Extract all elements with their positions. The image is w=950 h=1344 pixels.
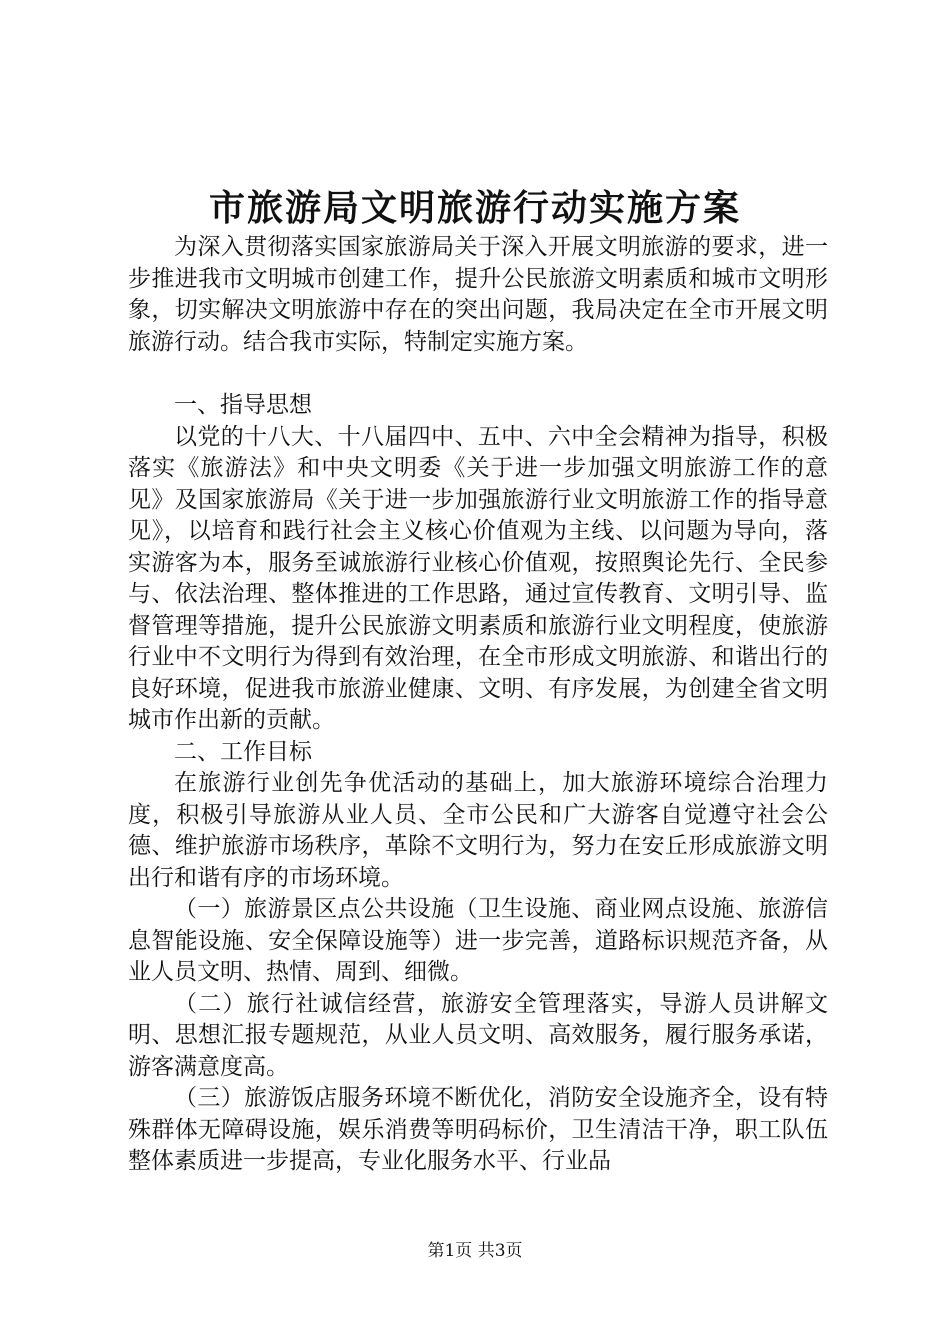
document-body [128, 232, 828, 1178]
goal-item-scenic-spots: （一）旅游景区点公共设施（卫生设施、商业网点设施、旅游信息智能设施、安全保障设施等）进一步完善，道路标识规范齐备，从业人员文明、热情、周到、细微。 [128, 896, 828, 985]
section-heading-guiding-ideology: 一、指导思想 [174, 392, 312, 418]
guiding-ideology-paragraph: 以党的十八大、十八届四中、五中、六中全会精神为指导，积极落实《旅游法》和中央文明委《关于进一步加强文明旅游工作的意见》及国家旅游局《关于进一步加强旅游行业文明旅游工作的指导意见》，以培育和践行社会主义核心价值观为主线、以问题为导向，落实游客为本，服务至诚旅游行业核心价值观，按照舆论先行、全民参与、依法治理、整体推进的工作思路，通过宣传教育、文明引导、监督管理等措施，提升公民旅游文明素质和旅游行业文明程度，使旅游行业中不文明行为得到有效治理，在全市形成文明旅游、和谐出行的良好环境，促进我市旅游业健康、文明、有序发展，为创建全省文明城市作出新的贡献。 [128, 423, 828, 733]
section-heading-work-goals: 二、工作目标 [174, 738, 312, 765]
goal-item-hotels: （三）旅游饭店服务环境不断优化，消防安全设施齐全，设有特殊群体无障碍设施，娱乐消费等明码标价，卫生清洁干净，职工队伍整体素质进一步提高，专业化服务水平、行业品 [128, 1085, 828, 1174]
intro-paragraph: 为深入贯彻落实国家旅游局关于深入开展文明旅游的要求，进一步推进我市文明城市创建工作，提升公民旅游文明素质和城市文明形象，切实解决文明旅游中存在的突出问题，我局决定在全市开展文明旅游行动。结合我市实际，特制定实施方案。 [128, 234, 828, 355]
goal-item-travel-agencies: （二）旅行社诚信经营，旅游安全管理落实，导游人员讲解文明、思想汇报专题规范，从业人员文明、高效服务，履行服务承诺，游客满意度高。 [128, 990, 828, 1080]
document-title: 市旅游局文明旅游行动实施方案 [208, 187, 741, 229]
page-number-footer: 第1页 共3页 [427, 1241, 523, 1261]
work-goals-paragraph: 在旅游行业创先争优活动的基础上，加大旅游环境综合治理力度，积极引导旅游从业人员、全市公民和广大游客自觉遵守社会公德、维护旅游市场秩序，革除不文明行为，努力在安丘形成旅游文明出行和谐有序的市场环境。 [128, 770, 828, 891]
